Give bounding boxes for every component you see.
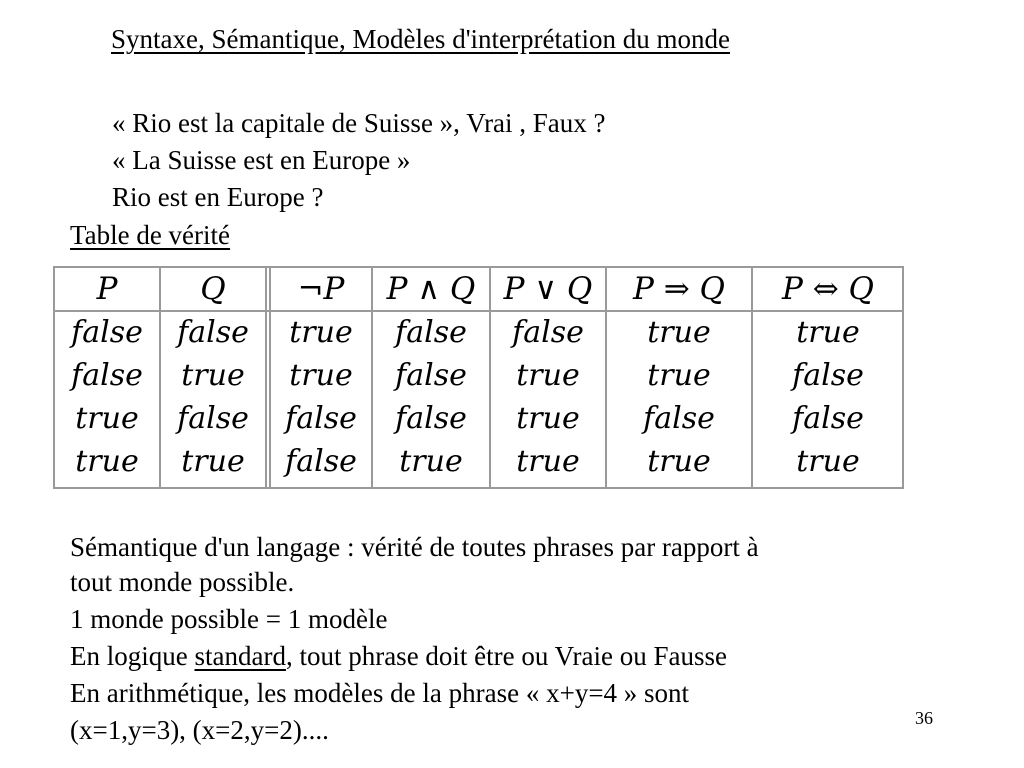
header-q: Q: [200, 271, 226, 307]
table-cell: false: [512, 315, 584, 350]
table-cell: false: [71, 315, 143, 350]
table-cell: false: [792, 401, 864, 436]
question-line-capital: « Rio est la capitale de Suisse », Vrai , Faux ?: [112, 108, 606, 138]
body-line-models-list: (x=1,y=3), (x=2,y=2)....: [70, 715, 329, 745]
header-implies: P ⇒ Q: [633, 271, 725, 307]
question-line-europe: « La Suisse est en Europe »: [112, 145, 411, 175]
header-and: P ∧ Q: [386, 271, 476, 307]
table-cell: true: [516, 401, 580, 436]
table-cell: false: [177, 401, 249, 436]
table-cell: false: [395, 401, 467, 436]
table-cell: false: [71, 358, 143, 393]
body-line-possible-world: tout monde possible.: [70, 567, 295, 597]
table-cell: true: [647, 358, 711, 393]
body-line-semantics: Sémantique d'un langage : vérité de toutes phrases par rapport à: [70, 532, 759, 562]
table-cell: true: [516, 444, 580, 479]
column-divider: [265, 268, 267, 487]
standard-suffix: , tout phrase doit être ou Vraie ou Fausse: [285, 641, 727, 671]
table-cell: false: [177, 315, 249, 350]
table-cell: false: [285, 401, 357, 436]
table-cell: true: [289, 358, 353, 393]
table-cell: false: [643, 401, 715, 436]
table-cell: true: [289, 315, 353, 350]
table-cell: true: [796, 315, 860, 350]
table-cell: true: [75, 444, 139, 479]
table-cell: true: [181, 444, 245, 479]
table-cell: true: [75, 401, 139, 436]
truth-table: [53, 266, 904, 489]
table-cell: true: [647, 315, 711, 350]
header-iff: P ⇔ Q: [782, 271, 874, 307]
table-cell: false: [285, 444, 357, 479]
table-cell: true: [399, 444, 463, 479]
table-cell: false: [395, 315, 467, 350]
standard-underlined: standard: [194, 641, 286, 671]
table-cell: true: [647, 444, 711, 479]
header-not-p: ¬P: [297, 271, 345, 307]
body-line-arithmetic: En arithmétique, les modèles de la phrase « x+y=4 » sont: [70, 678, 690, 708]
page-number: 36: [915, 708, 933, 728]
question-line-rio-europe: Rio est en Europe ?: [112, 182, 324, 212]
header-or: P ∨ Q: [503, 271, 593, 307]
table-cell: true: [516, 358, 580, 393]
truth-table-label: Table de vérité: [70, 220, 231, 250]
standard-prefix: En logique: [70, 641, 195, 671]
table-cell: false: [395, 358, 467, 393]
body-line-standard-logic: [70, 641, 727, 672]
table-cell: true: [796, 444, 860, 479]
body-line-model: 1 monde possible = 1 modèle: [70, 604, 388, 634]
table-cell: true: [181, 358, 245, 393]
table-cell: false: [792, 358, 864, 393]
slide-title: Syntaxe, Sémantique, Modèles d'interprétation du monde: [111, 24, 730, 54]
header-p: P: [96, 271, 118, 307]
